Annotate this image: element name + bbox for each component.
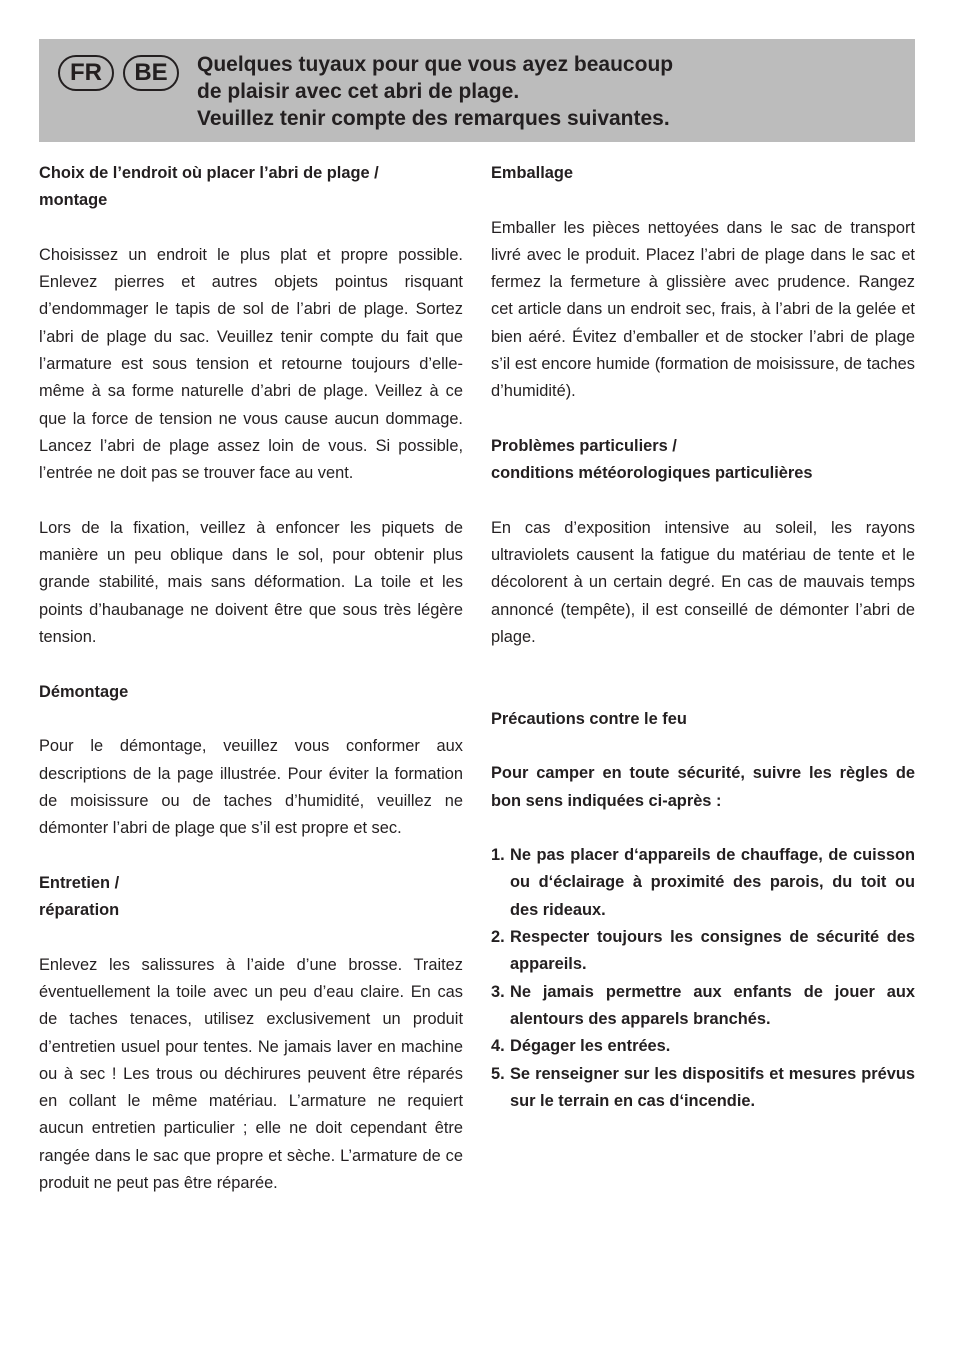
paragraph: Enlevez les salissures à l’aide d’une brosse. Traitez éventuellement la toile avec un peu d’eau claire. En cas de taches tenaces, utilisez exclusivement un produit d’entretien usuel pour tentes. Ne jamais laver en machine ou à sec ! Les trous ou déchirures peuvent être réparés en collant le même matériau. L’armature ne requiert aucun entretien particulier ; elle ne doit cependant être rangée dans le sac que propre et sèche. L’armature de ce produit ne peut pas être réparée.	[39, 955, 463, 1192]
section-heading: Démontage	[39, 682, 129, 701]
list-item	[491, 979, 915, 1034]
heading-line: Entretien /	[39, 873, 120, 892]
list-item	[491, 1033, 915, 1060]
list-number: 4.	[491, 1037, 505, 1056]
title-line: Veuillez tenir compte des remarques suivantes.	[197, 107, 670, 130]
language-badge-be: BE	[123, 55, 179, 91]
section-choix	[39, 160, 463, 651]
section-heading	[491, 433, 915, 488]
list-item	[491, 924, 915, 979]
heading-line: montage	[39, 191, 108, 210]
section-demontage	[39, 679, 463, 843]
heading-line: Choix de l’endroit où placer l’abri de plage /	[39, 164, 379, 182]
spacer	[491, 679, 915, 706]
section-feu	[491, 706, 915, 1115]
list-number: 3.	[491, 982, 505, 1001]
list-text: Ne jamais permettre aux enfants de jouer aux alentours des apparels branchés.	[510, 982, 915, 1028]
right-column	[491, 160, 915, 1115]
intro-paragraph: Pour camper en toute sécurité, suivre les règles de bon sens indiquées ci-après :	[491, 764, 915, 810]
paragraph: Lors de la fixation, veillez à enfoncer les piquets de manière un peu oblique dans le sol, pour obtenir plus grande stabilité, mais sans déformation. La toile et les points d’haubanage ne doivent être que sous très légère tension.	[39, 518, 463, 647]
paragraph: En cas d’exposition intensive au soleil, les rayons ultraviolets causent la fatigue du matériau de tente et le décolorent à un certain degré. En cas de mauvais temps annoncé (tempête), il est conseillé de démonter l’abri de plage.	[491, 518, 915, 647]
section-heading	[39, 160, 463, 215]
paragraph: Emballer les pièces nettoyées dans le sac de transport livré avec le produit. Placez l’abri de plage dans le sac et fermez la fermeture à glissière avec prudence. Rangez cet article dans un endroit sec, frais, à l’abri de la gelée et bien aéré. Évitez d’emballer et de stocker l’abri de plage s’il est encore humide (formation de moisissure, de taches d’humidité).	[491, 218, 915, 401]
section-problemes	[491, 433, 915, 651]
paragraph: Pour le démontage, veuillez vous conformer aux descriptions de la page illustrée. Pour éviter la formation de moisissure ou de taches d’humidité, veuillez ne démonter l’abri de plage que s’il est propre et sec.	[39, 737, 463, 838]
list-number: 2.	[491, 928, 505, 947]
paragraph: Choisissez un endroit le plus plat et propre possible. Enlevez pierres et autres objets pointus risquant d’endommager le tapis de sol de l’abri de plage. Sortez l’abri de plage du sac. Veuillez tenir compte du fait que l’armature est sous tension et retourne toujours d’elle-même à sa forme naturelle d’abri de plage. Veillez à ce que la force de tension ne vous cause aucun dommage. Lancez l’abri de plage assez loin de vous. Si possible, l’entrée ne doit pas se trouver face au vent.	[39, 245, 463, 483]
list-item	[491, 842, 915, 924]
list-item	[491, 1061, 915, 1116]
section-heading: Précautions contre le feu	[491, 709, 687, 728]
list-number: 1.	[491, 846, 505, 865]
heading-line: réparation	[39, 901, 120, 920]
title-line: Quelques tuyaux pour que vous ayez beaucoup	[197, 53, 674, 76]
title-line: de plaisir avec cet abri de plage.	[197, 80, 520, 103]
page-title	[197, 51, 897, 132]
safety-rules-list	[491, 842, 915, 1115]
list-text: Se renseigner sur les dispositifs et mesures prévus sur le terrain en cas d‘incendie.	[510, 1064, 915, 1110]
section-emballage	[491, 160, 915, 406]
language-badge-fr: FR	[58, 55, 114, 91]
section-heading	[39, 870, 463, 925]
list-text: Dégager les entrées.	[510, 1037, 671, 1056]
section-heading: Emballage	[491, 164, 573, 182]
header-banner	[39, 39, 915, 142]
section-entretien	[39, 870, 463, 1198]
list-text: Ne pas placer d‘appareils de chauffage, de cuisson ou d‘éclairage à proximité des parois, du toit ou des rideaux.	[510, 846, 915, 919]
left-column	[39, 160, 463, 1225]
list-number: 5.	[491, 1064, 505, 1083]
heading-line: Problèmes particuliers /	[491, 436, 677, 455]
heading-line: conditions météorologiques particulières	[491, 464, 813, 483]
list-text: Respecter toujours les consignes de sécurité des appareils.	[510, 928, 915, 974]
